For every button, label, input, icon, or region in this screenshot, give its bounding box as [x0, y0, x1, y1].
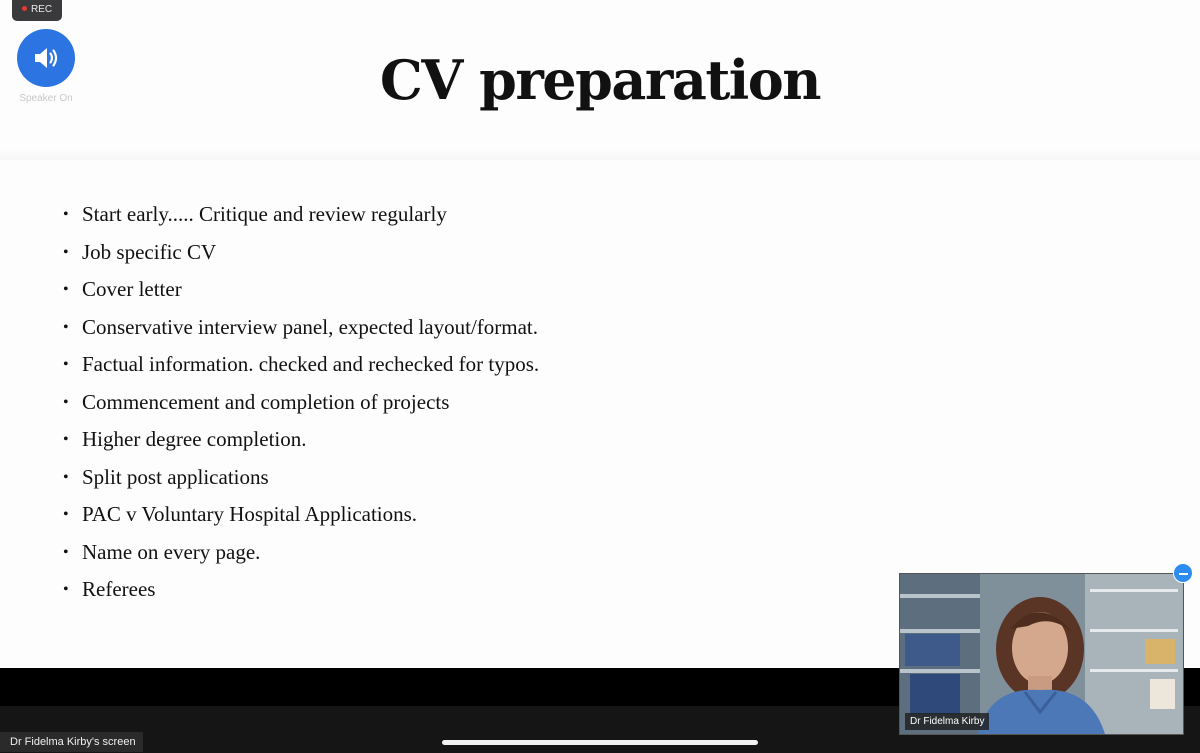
minimize-icon [1179, 573, 1188, 575]
bullet-item [0, 421, 539, 459]
bullet-item [0, 459, 539, 497]
bullet-dot: • [63, 543, 69, 561]
shared-screen-label: Dr Fidelma Kirby's screen [0, 732, 143, 752]
bullet-text: Conservative interview panel, expected layout/format. [82, 314, 539, 339]
bullet-text: Split post applications [82, 464, 269, 489]
bullet-text: Commencement and completion of projects [82, 389, 450, 414]
minimize-video-button[interactable] [1173, 563, 1193, 583]
bullet-dot: • [63, 356, 69, 373]
bullet-text: Name on every page. [82, 539, 261, 564]
participant-name-label: Dr Fidelma Kirby [905, 713, 989, 730]
bullet-dot: • [63, 243, 69, 261]
speaker-toggle-button[interactable] [17, 29, 75, 87]
bullet-item [0, 534, 539, 572]
bullet-text: Factual information. checked and rechecked for typos. [82, 352, 540, 376]
bullet-dot: • [63, 431, 69, 448]
slide-divider [0, 150, 1200, 160]
slide-title: CV preparation [379, 48, 821, 112]
bullet-item [0, 309, 539, 347]
bullet-item [0, 571, 539, 609]
bullet-list [0, 196, 539, 609]
bullet-item [0, 346, 539, 384]
speaker-label: Speaker On [19, 93, 73, 104]
bullet-dot: • [63, 318, 69, 336]
bullet-text: Cover letter [82, 277, 182, 301]
bullet-dot: • [63, 581, 69, 598]
recording-label: REC [30, 4, 53, 15]
bullet-dot: • [63, 206, 69, 223]
bullet-item [0, 496, 539, 534]
bullet-dot: • [63, 468, 69, 486]
bullet-text: PAC v Voluntary Hospital Applications. [82, 502, 418, 526]
bullet-dot: • [63, 506, 69, 523]
participant-video-feed [900, 574, 1183, 734]
bullet-text: Referees [82, 577, 156, 601]
bullet-item [0, 384, 539, 422]
bullet-item [0, 196, 539, 234]
bullet-text: Higher degree completion. [82, 427, 307, 451]
speaker-icon [32, 44, 60, 72]
participant-video-tile[interactable] [899, 573, 1184, 735]
bullet-dot: • [63, 393, 69, 411]
bullet-dot: • [63, 281, 69, 298]
recording-badge[interactable] [12, 0, 62, 21]
recording-dot-icon [22, 6, 27, 11]
bullet-item [0, 271, 539, 309]
bullet-text: Start early..... Critique and review regularly [82, 202, 447, 226]
bullet-text: Job specific CV [82, 239, 217, 264]
bullet-item [0, 234, 539, 272]
home-indicator[interactable] [442, 740, 758, 745]
